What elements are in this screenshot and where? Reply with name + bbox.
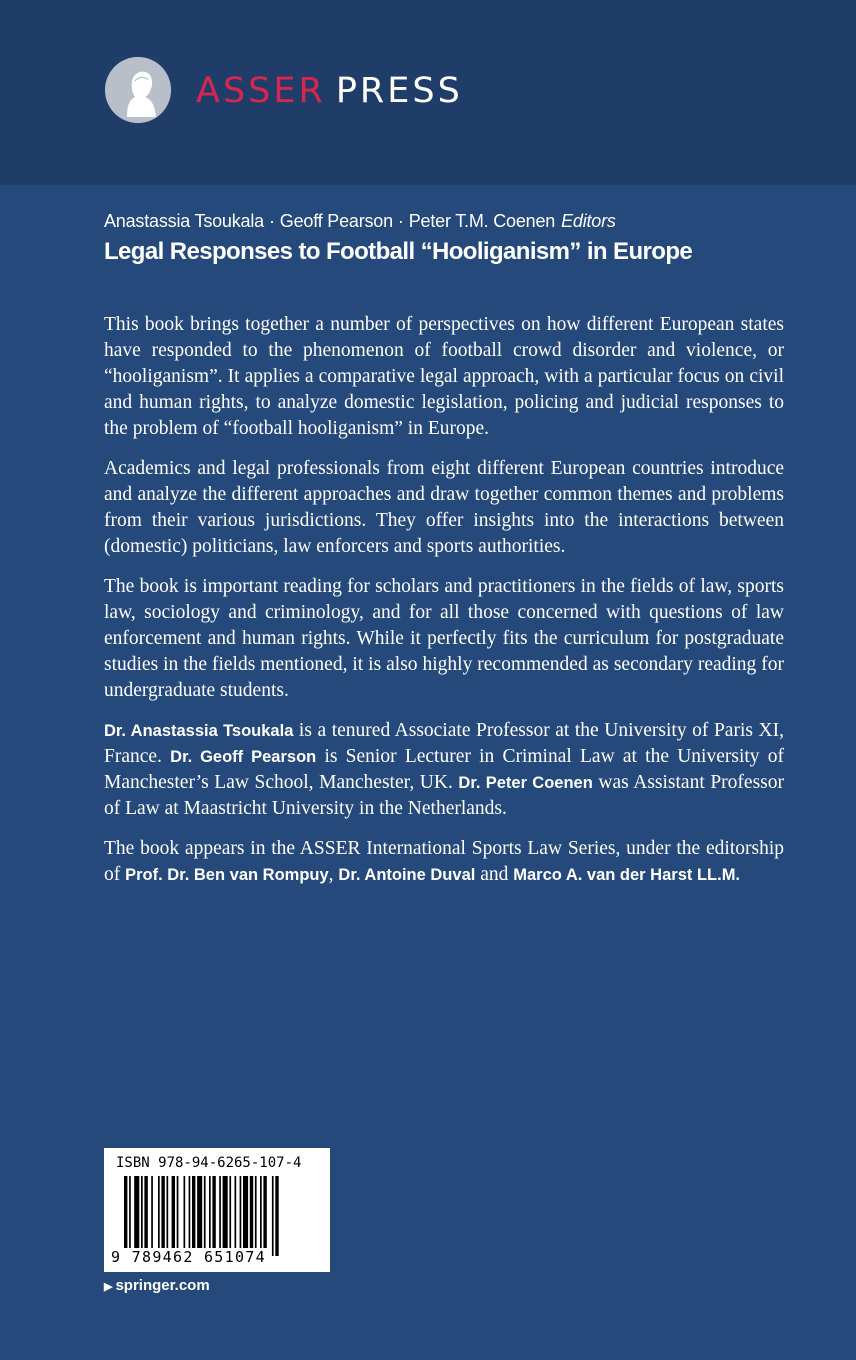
bio-text: is Senior Lecturer in Criminal Law at the University of Manchester’s Law School, Manchester, UK. bbox=[104, 746, 784, 793]
publisher-name-press: PRESS bbox=[335, 71, 463, 111]
barcode-bar bbox=[134, 1176, 139, 1256]
barcode-bar bbox=[167, 1176, 169, 1256]
barcode-bars bbox=[124, 1176, 324, 1256]
bio-name: Dr. Geoff Pearson bbox=[170, 748, 317, 766]
book-title: Legal Responses to Football “Hooliganism” in Europe bbox=[104, 238, 693, 265]
back-cover-text bbox=[104, 312, 784, 902]
bio-text: was Assistant Professor of Law at Maastricht University in the Netherlands. bbox=[104, 772, 784, 819]
barcode-digits-text: 9 789462 651074 bbox=[111, 1248, 266, 1266]
series-separator: and bbox=[475, 864, 514, 885]
isbn-barcode bbox=[104, 1148, 330, 1272]
series-separator: , bbox=[328, 864, 339, 885]
barcode-bar bbox=[124, 1176, 127, 1256]
barcode-bar bbox=[235, 1176, 237, 1256]
barcode-bar bbox=[189, 1176, 191, 1256]
barcode-bar bbox=[177, 1176, 179, 1256]
isbn-label: ISBN 978-94-6265-107-4 bbox=[116, 1155, 302, 1171]
bust-portrait-icon bbox=[105, 57, 171, 123]
barcode-bar bbox=[219, 1176, 221, 1256]
editors-line bbox=[104, 209, 616, 233]
springer-link[interactable] bbox=[104, 1276, 210, 1297]
series-text: The book appears in the ASSER International Sports Law Series, under the editorship of bbox=[104, 838, 784, 885]
barcode-bar bbox=[260, 1176, 262, 1256]
barcode-bar bbox=[129, 1176, 131, 1256]
barcode-bar bbox=[192, 1176, 195, 1256]
editor-separator: · bbox=[397, 211, 404, 231]
series-editor: Dr. Antoine Duval bbox=[338, 866, 476, 884]
description-paragraph: This book brings together a number of perspectives on how different European states have responded to the phenomenon of football crowd disorder and violence, or “hooliganism”. It applies a comparative legal approach, with a particular focus on civil and human rights, to analyze domestic legislation, policing and judicial responses to the problem of “football hooliganism” in Europe. bbox=[104, 314, 784, 439]
barcode-bar bbox=[243, 1176, 248, 1256]
bio-name: Dr. Peter Coenen bbox=[458, 774, 593, 792]
series-note bbox=[104, 836, 784, 888]
springer-url: springer.com bbox=[115, 1277, 210, 1294]
barcode-bar bbox=[158, 1176, 160, 1256]
author-bios bbox=[104, 718, 784, 822]
barcode-bar bbox=[204, 1176, 206, 1256]
barcode-bar bbox=[184, 1176, 186, 1256]
editor-name: Geoff Pearson bbox=[279, 211, 393, 231]
barcode-bar bbox=[197, 1176, 202, 1256]
barcode-bar bbox=[240, 1176, 242, 1256]
barcode-bar bbox=[275, 1176, 278, 1256]
editor-name: Anastassia Tsoukala bbox=[104, 211, 264, 231]
barcode-bar bbox=[144, 1176, 147, 1256]
publisher-logo bbox=[196, 66, 463, 116]
series-editor: Marco A. van der Harst LL.M. bbox=[513, 866, 741, 884]
publisher-name-asser: ASSER bbox=[196, 71, 326, 111]
barcode-bar bbox=[209, 1176, 211, 1256]
bio-name: Dr. Anastassia Tsoukala bbox=[104, 722, 294, 740]
barcode-bar bbox=[161, 1176, 164, 1256]
barcode-bar bbox=[151, 1176, 153, 1256]
editors-role: Editors bbox=[561, 211, 616, 231]
barcode-bar bbox=[272, 1176, 274, 1256]
description-paragraph: The book is important reading for scholars and practitioners in the fields of law, sports law, sociology and criminology, and for all those concerned with questions of law enforcement and human rights. While it perfectly fits the curriculum for postgraduate studies in the fields mentioned, it is also highly recommended as secondary reading for undergraduate students. bbox=[104, 576, 784, 701]
barcode-bar bbox=[255, 1176, 257, 1256]
bio-text: is a tenured Associate Professor at the University of Paris XI, France. bbox=[104, 720, 784, 767]
barcode-digits bbox=[110, 1247, 326, 1267]
barcode-bar bbox=[250, 1176, 253, 1256]
barcode-bar bbox=[172, 1176, 175, 1256]
barcode-bar bbox=[212, 1176, 215, 1256]
barcode-bar bbox=[223, 1176, 228, 1256]
description-paragraph: Academics and legal professionals from eight different European countries introduce and analyze the different approaches and draw together common themes and problems from their various jurisdictions. They offer insights into the interactions between (domestic) politicians, law enforcers and sports authorities. bbox=[104, 458, 784, 557]
editor-name: Peter T.M. Coenen bbox=[408, 211, 556, 231]
arrow-right-icon: ▶ bbox=[104, 1281, 113, 1293]
series-editor: Prof. Dr. Ben van Rompuy bbox=[125, 866, 329, 884]
barcode-bar bbox=[141, 1176, 143, 1256]
barcode-bar bbox=[229, 1176, 231, 1256]
editor-separator: · bbox=[268, 211, 275, 231]
barcode-bar bbox=[263, 1176, 266, 1256]
